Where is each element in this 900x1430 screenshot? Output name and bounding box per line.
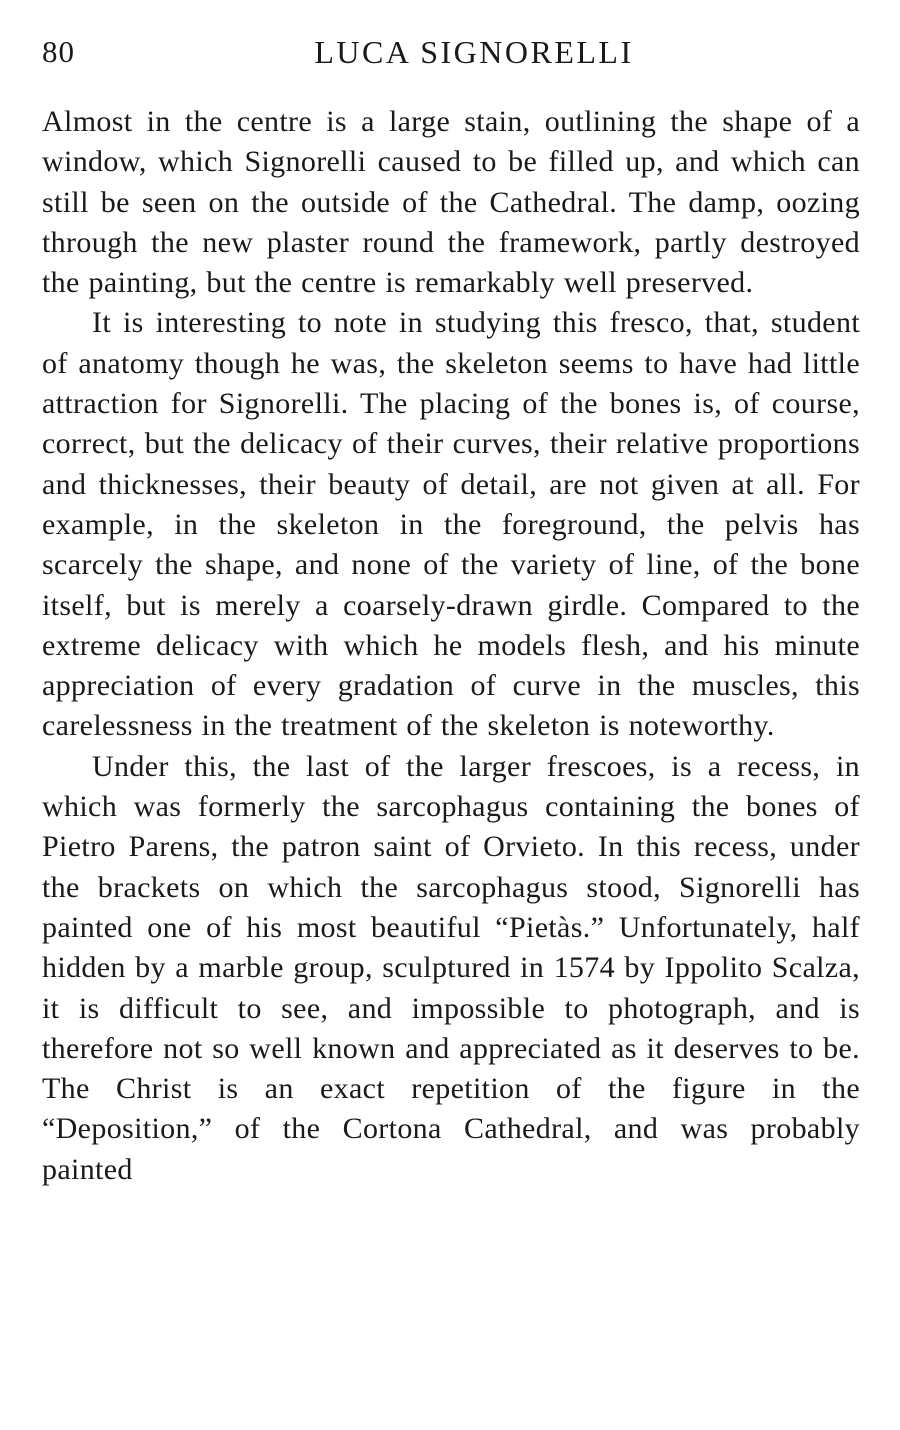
book-page	[42, 28, 860, 1190]
running-title: LUCA SIGNORELLI	[314, 34, 634, 70]
paragraph-recess: Under this, the last of the larger frescoes, is a recess, in which was formerly the sarcophagus containing the bones of Pietro Parens, the patron saint of Orvieto. In this recess, under the brackets on which the sarcophagus stood, Signorelli has painted one of his most beautiful “Pietàs.” Unfortunately, half hidden by a marble group, sculptured in 1574 by Ippolito Scalza, it is difficult to see, and impossible to photograph, and is therefore not so well known and appreciated as it deserves to be. The Christ is an exact repetition of the figure in the “Deposition,” of the Cortona Cathedral, and was probably painted	[42, 749, 860, 1186]
paragraph-stain: Almost in the centre is a large stain, outlining the shape of a window, which Signorelli caused to be filled up, and which can still be seen on the outside of the Cathedral. The damp, oozing through the new plaster round the framework, partly destroyed the painting, but the centre is remarkably well preserved.	[42, 105, 860, 300]
body-text	[42, 102, 860, 1190]
page-number: 80	[42, 34, 75, 69]
paragraph-skeleton: It is interesting to note in studying this fresco, that, student of anatomy though he was, the skeleton seems to have had little attraction for Signorelli. The placing of the bones is, of course, correct, but the delicacy of their curves, their relative proportions and thicknesses, their beauty of detail, are not given at all. For example, in the skeleton in the foreground, the pelvis has scarcely the shape, and none of the variety of line, of the bone itself, but is merely a coarsely-drawn girdle. Compared to the extreme delicacy with which he models flesh, and his minute appreciation of every gradation of curve in the muscles, this carelessness in the treatment of the skeleton is noteworthy.	[42, 306, 860, 743]
running-head	[42, 28, 860, 80]
